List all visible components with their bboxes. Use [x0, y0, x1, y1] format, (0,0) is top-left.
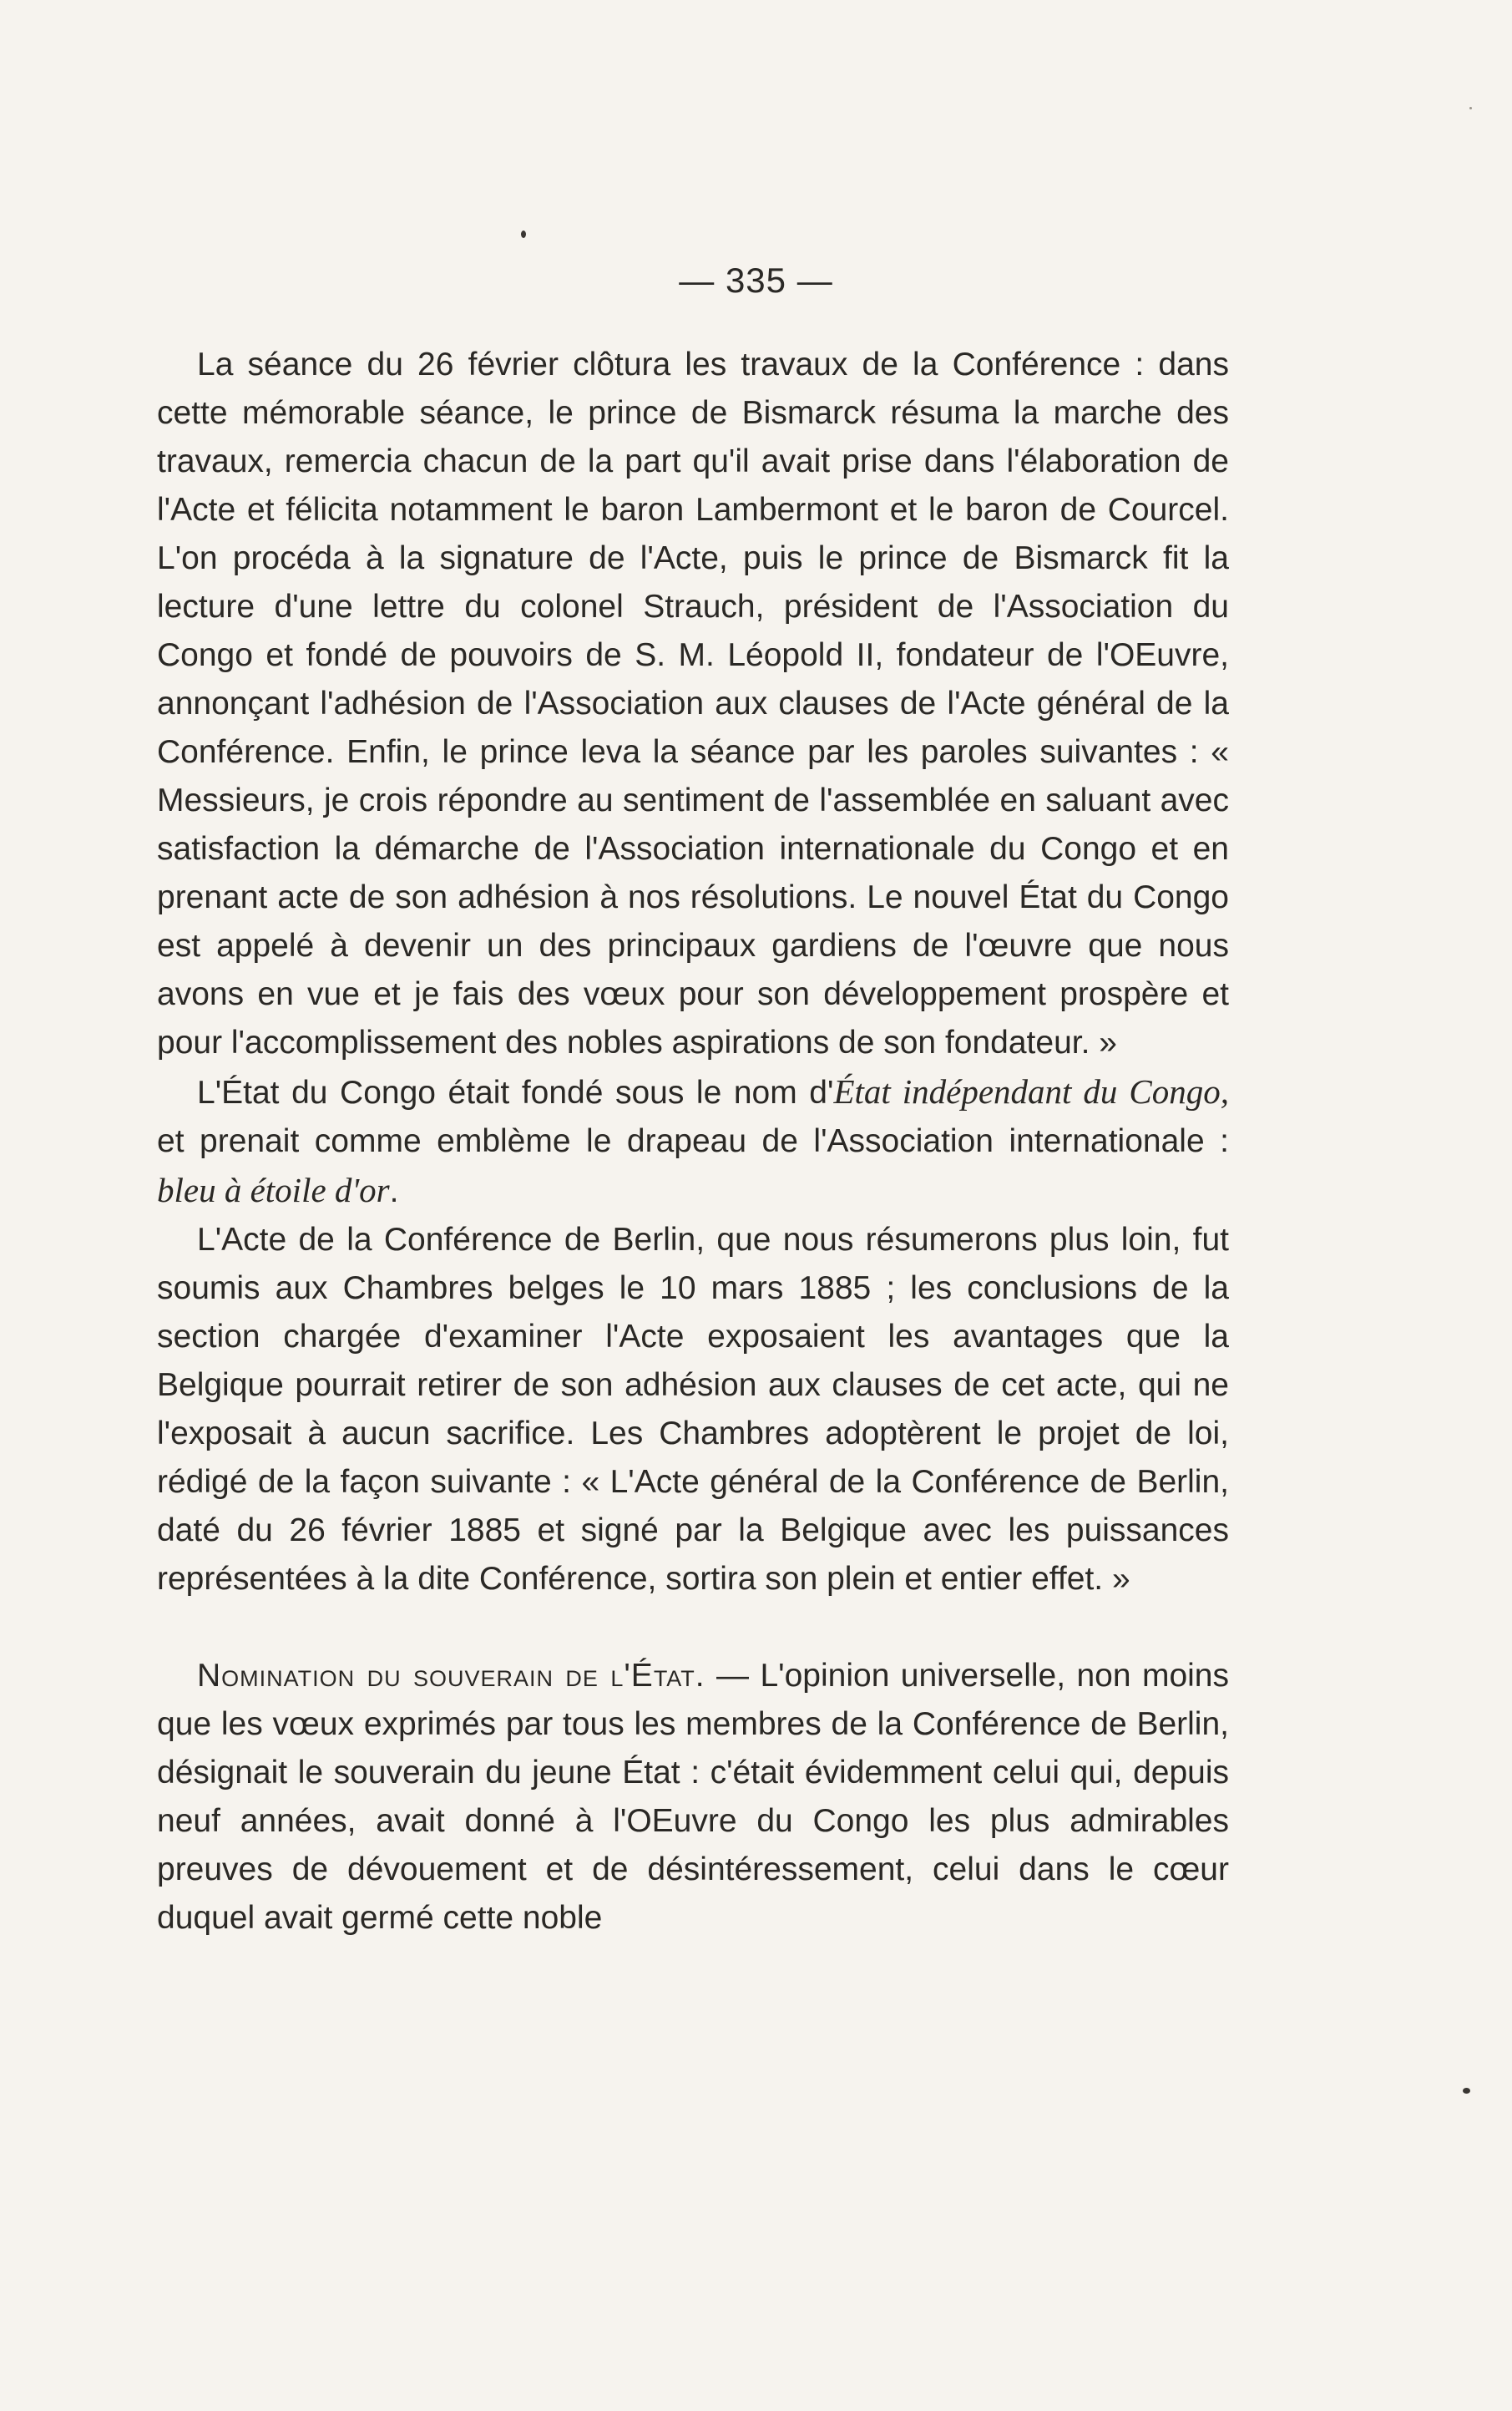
paragraph-sovereign-nomination — [157, 1652, 1229, 1942]
body-text — [157, 341, 1229, 1942]
ink-speck — [1463, 2088, 1470, 2094]
ink-speck — [521, 230, 526, 238]
text-run: . — [389, 1173, 399, 1209]
paragraph-conference-closing: La séance du 26 février clôtura les travaux de la Conférence : dans cette mémorable séance, le prince de Bismarck résuma la marche des travaux, remercia chacun de la part qu'il avait prise dans l'élaboration de l'Acte et félicita notamment le baron Lambermont et le baron de Courcel. L'on procéda à la signature de l'Acte, puis le prince de Bismarck fit la lecture d'une lettre du colonel Strauch, président de l'Association du Congo et fondé de pouvoirs de S. M. Léopold II, fondateur de l'OEuvre, annonçant l'adhésion de l'Association aux clauses de l'Acte général de la Conférence. Enfin, le prince leva la séance par les paroles suivantes : « Messieurs, je crois répondre au sentiment de l'assemblée en saluant avec satisfaction la démarche de l'Association internationale du Congo et en prenant acte de son adhésion à nos résolutions. Le nouvel État du Congo est appelé à devenir un des principaux gardiens de l'œuvre que nous avons en vue et je fais des vœux pour son développement prospère et pour l'accomplissement des nobles aspirations de son fondateur. » — [157, 347, 1229, 1061]
text-run: et prenait comme emblème le drapeau de l'Association internationale : — [157, 1123, 1229, 1159]
text-run: — L'opinion universelle, non moins que les vœux exprimés par tous les membres de la Conférence de Berlin, désignait le souverain du jeune État : c'était évidemment celui qui, depuis neuf années, avait donné à l'OEuvre du Congo les plus admirables preuves de dévouement et de désintéressement, celui dans le cœur duquel avait germé cette noble — [157, 1658, 1229, 1936]
text-run: L'État du Congo était fondé sous le nom d' — [197, 1075, 834, 1111]
section-heading: Nomination du souverain de l'État. — [197, 1658, 705, 1694]
page-number: — 335 — — [679, 261, 833, 300]
italic-state-name: État indépendant du Congo, — [833, 1072, 1229, 1111]
ink-speck — [1469, 107, 1472, 109]
paragraph-belgian-chambers: L'Acte de la Conférence de Berlin, que nous résumerons plus loin, fut soumis aux Chambres belges le 10 mars 1885 ; les conclusions de la section chargée d'examiner l'Acte exposaient les avantages que la Belgique pourrait retirer de son adhésion aux clauses de cet acte, qui ne l'exposait à aucun sacrifice. Les Chambres adoptèrent le projet de loi, rédigé de la façon suivante : « L'Acte général de la Conférence de Berlin, daté du 26 février 1885 et signé par la Belgique avec les puissances représentées à la dite Conférence, sortira son plein et entier effet. » — [157, 1222, 1229, 1597]
italic-flag-description: bleu à étoile d'or — [157, 1171, 390, 1209]
paragraph-state-founding — [157, 1067, 1229, 1216]
